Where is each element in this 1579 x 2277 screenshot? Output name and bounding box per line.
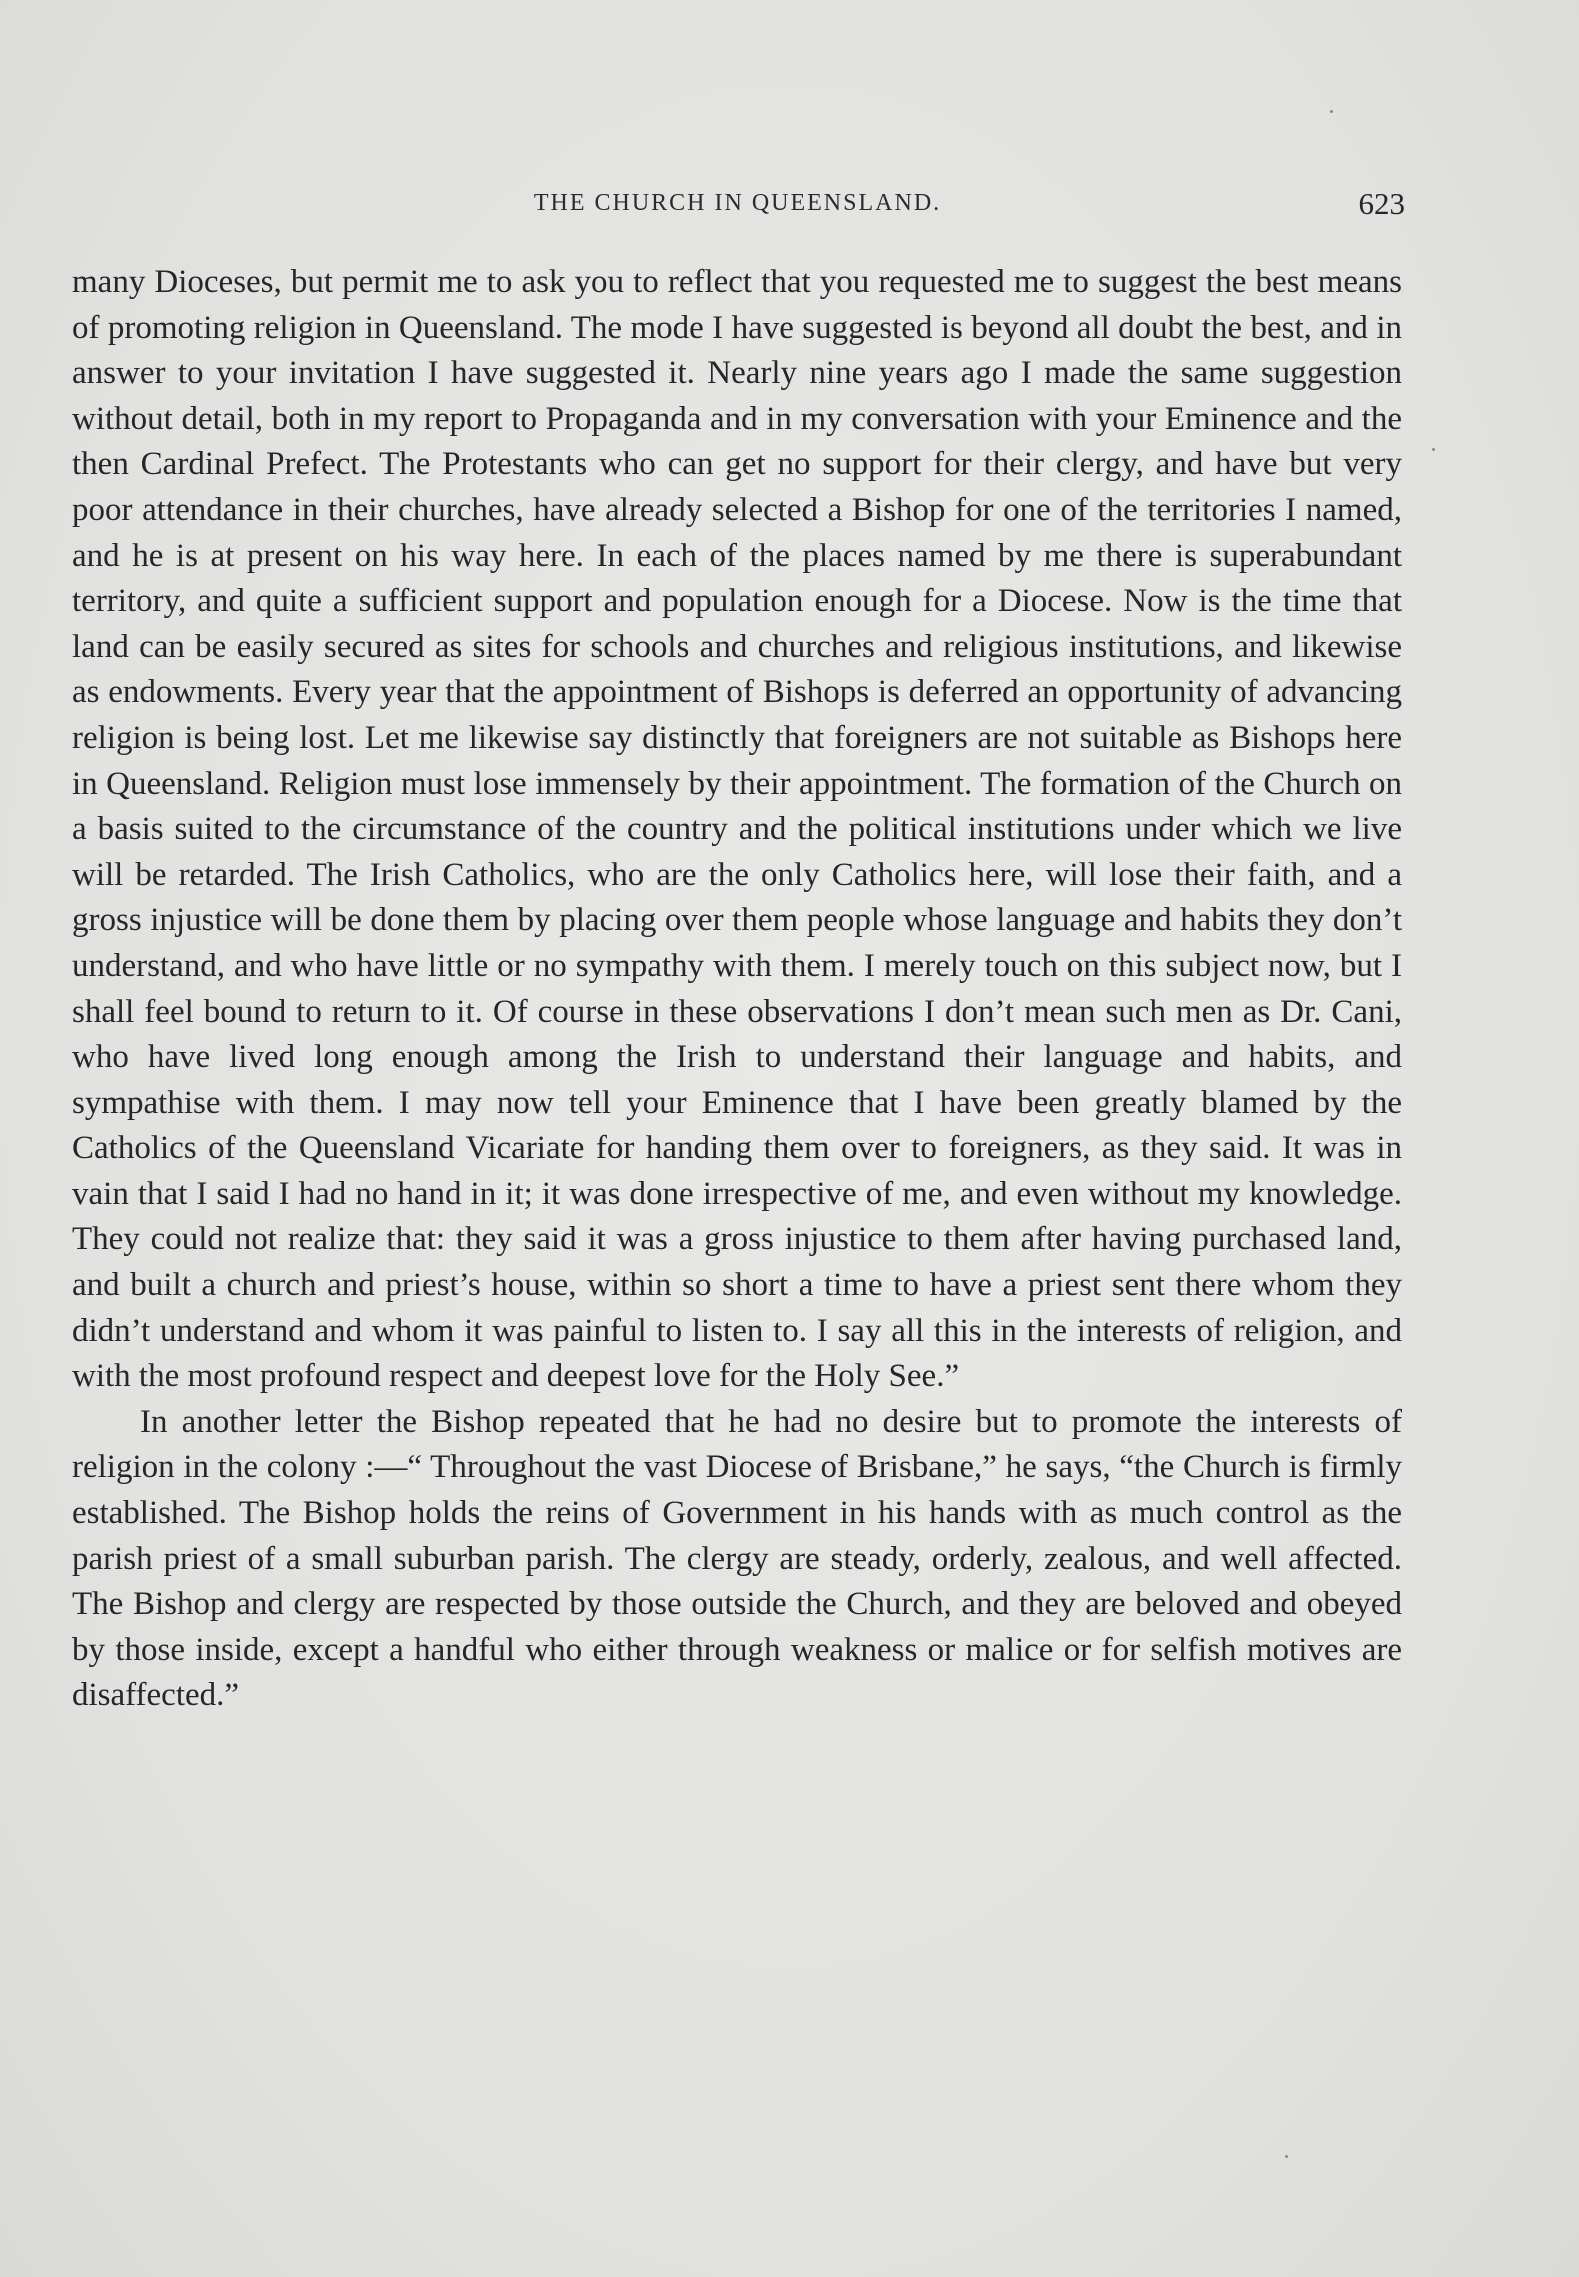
paper-speck (1285, 2155, 1288, 2158)
page-number: 623 (1358, 186, 1405, 221)
paragraph-another-letter: In another letter the Bishop repeated that he had no desire but to promote the interests of religion in the colony :—“ Throughout the vast Diocese of Brisbane,” he says, “the Church is firmly established. The Bishop holds the reins of Government in his hands with as much control as the parish priest of a small suburban parish. The clergy are steady, orderly, zealous, and well affected. The Bishop and clergy are respected by those outside the Church, and they are beloved and obeyed by those inside, except a handful who either through weakness or malice or for selfish motives are disaffected.” (72, 1403, 1402, 1714)
running-title: THE CHURCH IN QUEENSLAND. (533, 190, 942, 216)
paper-speck (1432, 448, 1435, 451)
paragraph-letter-continuation: many Dioceses, but permit me to ask you to reflect that you requested me to suggest the best means of promoting religion in Queensland. The mode I have suggested is beyond all doubt the best, and in answer to your invitation I have suggested it. Nearly nine years ago I made the same suggestion without detail, both in my report to Propaganda and in my conversation with your Eminence and the then Cardinal Prefect. The Protestants who can get no support for their clergy, and have but very poor attendance in their churches, have already selected a Bishop for one of the territories I named, and he is at present on his way here. In each of the places named by me there is superabundant territory, and quite a sufficient support and population enough for a Diocese. Now is the time that land can be easily secured as sites for schools and churches and religious institutions, and likewise as endowments. Every year that the appointment of Bishops is deferred an opportunity of advancing religion is being lost. Let me likewise say distinctly that foreigners are not suitable as Bishops here in Queensland. Religion must lose immensely by their appointment. The formation of the Church on a basis suited to the circumstance of the country and the political institutions under which we live will be retarded. The Irish Catholics, who are the only Catholics here, will lose their faith, and a gross injustice will be done them by placing over them people whose language and habits they don’t understand, and who have little or no sympathy with them. I merely touch on this subject now, but I shall feel bound to return to it. Of course in these observations I don’t mean such men as Dr. Cani, who have lived long enough among the Irish to understand their language and habits, and sympathise with them. I may now tell your Eminence that I have been greatly blamed by the Catholics of the Queensland Vicariate for handing them over to foreigners, as they said. It was in vain that I said I had no hand in it; it was done irrespective of me, and even without my knowledge. They could not realize that: they said it was a gross injustice to them after having purchased land, and built a church and priest’s house, within so short a time to have a priest sent there whom they didn’t understand and whom it was painful to listen to. I say all this in the interests of religion, and with the most profound respect and deepest love for the Holy See.” (72, 264, 1402, 1395)
body-text (72, 260, 1402, 1719)
paper-speck (1330, 110, 1333, 113)
page-header (70, 186, 1405, 226)
